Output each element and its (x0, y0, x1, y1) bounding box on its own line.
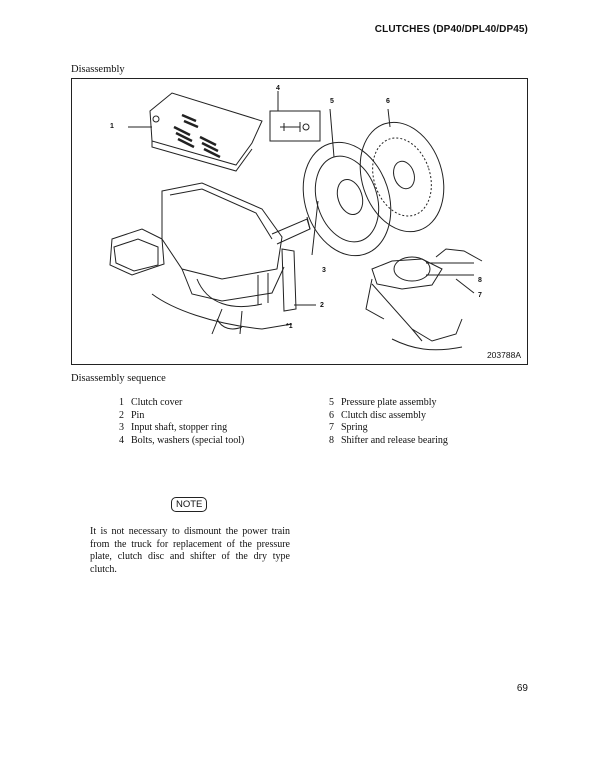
list-item: 5 Pressure plate assembly (329, 397, 437, 408)
section-title: Disassembly (71, 64, 125, 75)
note-text: It is not necessary to dismount the power train from the truck for replacement of the pressure plate, clutch disc and shifter of the dry type clutch. (90, 526, 290, 575)
list-item: 8 Shifter and release bearing (329, 434, 448, 446)
clutch-illustration (72, 79, 527, 364)
exploded-diagram (71, 78, 528, 365)
list-item: 4 Bolts, washers (special tool) (119, 434, 245, 446)
clutch-cover-shape (150, 93, 262, 165)
list-item: 7 Spring (329, 422, 368, 433)
list-item: 6 Clutch disc assembly (329, 409, 426, 421)
callout-7: 7 (478, 292, 482, 299)
note-label: NOTE (171, 497, 207, 512)
callout-star-1: *1 (286, 323, 293, 330)
bolt-box (270, 111, 320, 141)
list-item: 1 Clutch cover (119, 397, 183, 408)
figure-id: 203788A (486, 350, 521, 360)
callout-2: 2 (320, 302, 324, 309)
pressure-plate-shape (289, 131, 405, 267)
clutch-disc-shape (347, 111, 458, 242)
page-header: CLUTCHES (DP40/DPL40/DP45) (374, 24, 528, 35)
sequence-list-right (322, 397, 448, 447)
list-item: 3 Input shaft, stopper ring (119, 422, 228, 433)
callout-6: 6 (386, 98, 390, 105)
callout-3: 3 (322, 267, 326, 274)
sequence-list-left (112, 397, 244, 447)
callout-5: 5 (330, 98, 334, 105)
page-number: 69 (516, 683, 528, 694)
sequence-title: Disassembly sequence (71, 373, 166, 384)
callout-8: 8 (478, 277, 482, 284)
list-item: 2 Pin (119, 409, 145, 421)
callout-4: 4 (276, 85, 280, 92)
callout-1: 1 (110, 123, 114, 130)
